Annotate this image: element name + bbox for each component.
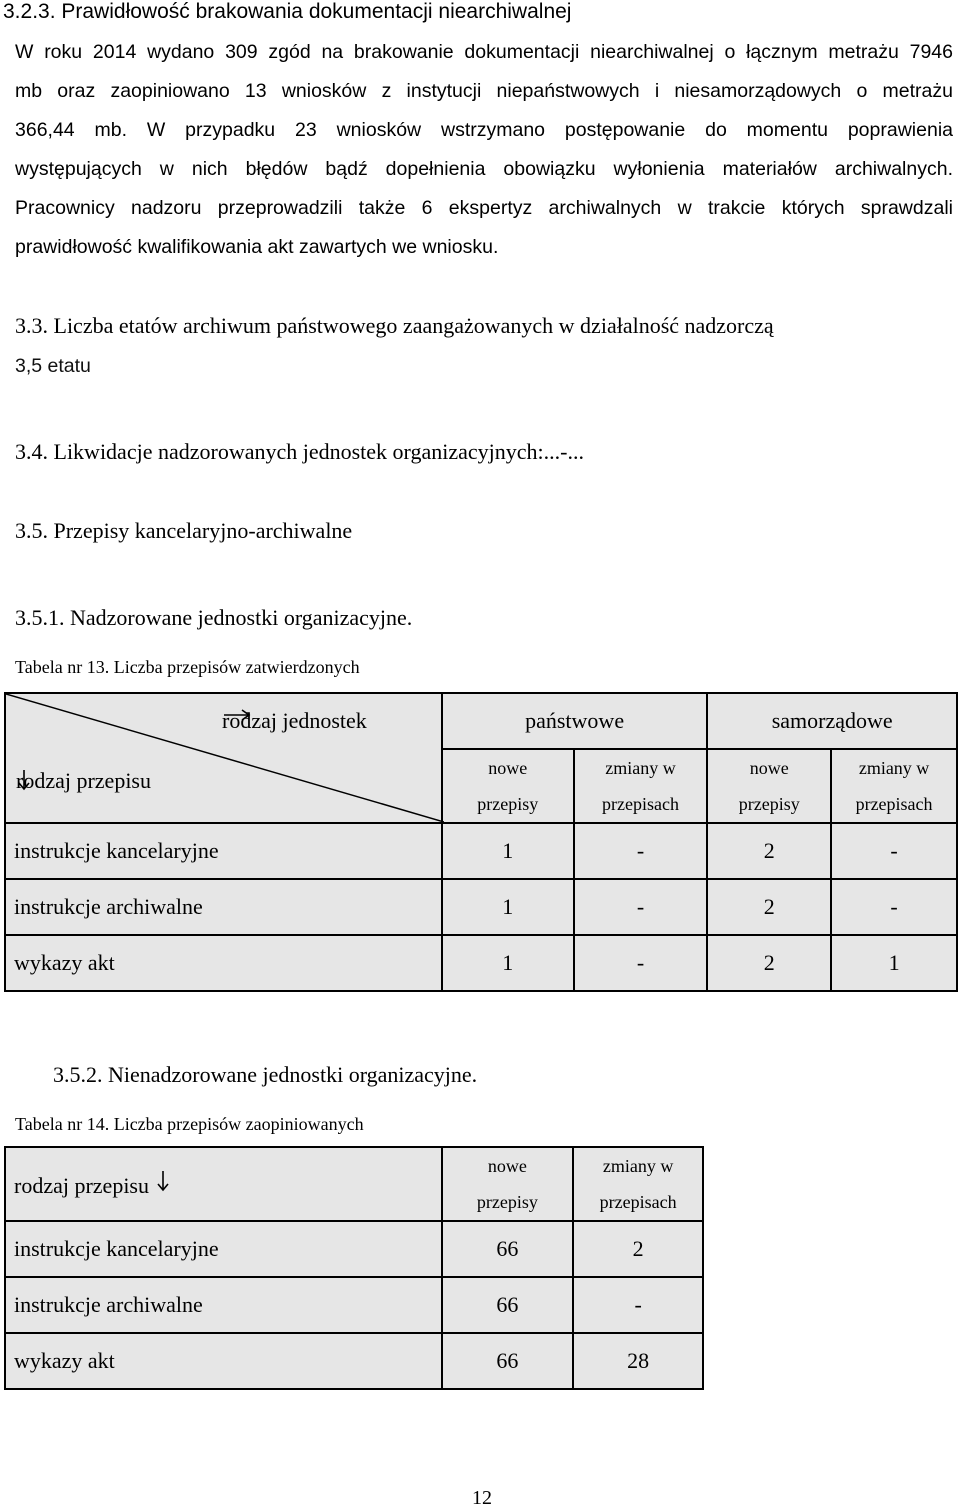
table-row <box>5 1277 703 1333</box>
table-cell: 1 <box>442 879 574 935</box>
table-row <box>5 823 957 879</box>
table-row <box>5 1333 703 1389</box>
table13 <box>4 692 958 992</box>
row-label: instrukcje kancelaryjne <box>5 823 442 879</box>
table13-caption: Tabela nr 13. Liczba przepisów zatwierdzonych <box>15 657 360 677</box>
section-heading-34: 3.4. Likwidacje nadzorowanych jednostek organizacyjnych:...-... <box>15 439 584 464</box>
section-heading-33: 3.3. Liczba etatów archiwum państwowego zaangażowanych w działalność nadzorczą <box>15 313 774 338</box>
table13-sub-new-local: nowe przepisy <box>707 749 831 823</box>
table14-caption: Tabela nr 14. Liczba przepisów zaopiniowanych <box>15 1114 364 1134</box>
table13-sub-new-state: nowe przepisy <box>442 749 574 823</box>
table-cell: - <box>574 879 708 935</box>
table14 <box>4 1146 704 1390</box>
table-cell: 2 <box>573 1221 703 1277</box>
table-cell: 66 <box>442 1333 574 1389</box>
table13-group-state: państwowe <box>442 693 708 749</box>
corner-top-label: rodzaj jednostek <box>222 708 367 733</box>
table-cell: 66 <box>442 1277 574 1333</box>
table13-corner-cell <box>5 693 442 823</box>
paragraph-line-3: 366,44 mb. W przypadku 23 wniosków wstrzymano postępowanie do momentu poprawienia <box>15 119 953 141</box>
row-label: instrukcje archiwalne <box>5 1277 442 1333</box>
table-cell: 2 <box>707 879 831 935</box>
table-cell: 2 <box>707 935 831 991</box>
page-number: 12 <box>472 1487 492 1509</box>
table14-sub-chg: zmiany w przepisach <box>573 1147 703 1221</box>
table-cell: 1 <box>831 935 957 991</box>
table-cell: 28 <box>573 1333 703 1389</box>
row-label: wykazy akt <box>5 1333 442 1389</box>
table-row <box>5 935 957 991</box>
table-cell: - <box>831 823 957 879</box>
table-cell: 2 <box>707 823 831 879</box>
row-label: instrukcje kancelaryjne <box>5 1221 442 1277</box>
row-label: wykazy akt <box>5 935 442 991</box>
table13-sub-chg-state: zmiany w przepisach <box>574 749 708 823</box>
table-row <box>5 879 957 935</box>
paragraph-line-2: mb oraz zaopiniowano 13 wniosków z instytucji niepaństwowych i niesamorządowych o metrażu <box>15 80 953 102</box>
row-label: instrukcje archiwalne <box>5 879 442 935</box>
paragraph-line-5: Pracownicy nadzoru przeprowadzili także 6 ekspertyz archiwalnych w trakcie których sprawdzali <box>15 197 953 219</box>
paragraph-line-1: W roku 2014 wydano 309 zgód na brakowanie dokumentacji niearchiwalnej o łącznym metrażu 7946 <box>15 41 953 63</box>
table13-group-local: samorządowe <box>707 693 957 749</box>
section-heading-35: 3.5. Przepisy kancelaryjno-archiwalne <box>15 518 353 543</box>
table-cell: 66 <box>442 1221 574 1277</box>
corner-bottom-label: rodzaj przepisu <box>16 768 151 793</box>
arrow-down-icon <box>155 1169 171 1199</box>
paragraph-line-4: występujących w nich błędów bądź dopełnienia obowiązku wyłonienia materiałów archiwalnych. <box>15 158 953 180</box>
table-cell: 1 <box>442 823 574 879</box>
table14-corner-cell: rodzaj przepisu <box>5 1147 442 1221</box>
table14-sub-new: nowe przepisy <box>442 1147 574 1221</box>
table-cell: - <box>574 823 708 879</box>
table-cell: 1 <box>442 935 574 991</box>
table-cell: - <box>574 935 708 991</box>
section-heading-352: 3.5.2. Nienadzorowane jednostki organizacyjne. <box>53 1062 478 1087</box>
section-33-value: 3,5 etatu <box>15 355 91 377</box>
section-heading-351: 3.5.1. Nadzorowane jednostki organizacyjne. <box>15 605 413 630</box>
section-heading-323: 3.2.3. Prawidłowość brakowania dokumentacji niearchiwalnej <box>3 0 572 23</box>
table-cell: - <box>573 1277 703 1333</box>
table-row <box>5 1221 703 1277</box>
table-cell: - <box>831 879 957 935</box>
paragraph-line-6: prawidłowość kwalifikowania akt zawartych we wniosku. <box>15 236 499 258</box>
table13-sub-chg-local: zmiany w przepisach <box>831 749 957 823</box>
